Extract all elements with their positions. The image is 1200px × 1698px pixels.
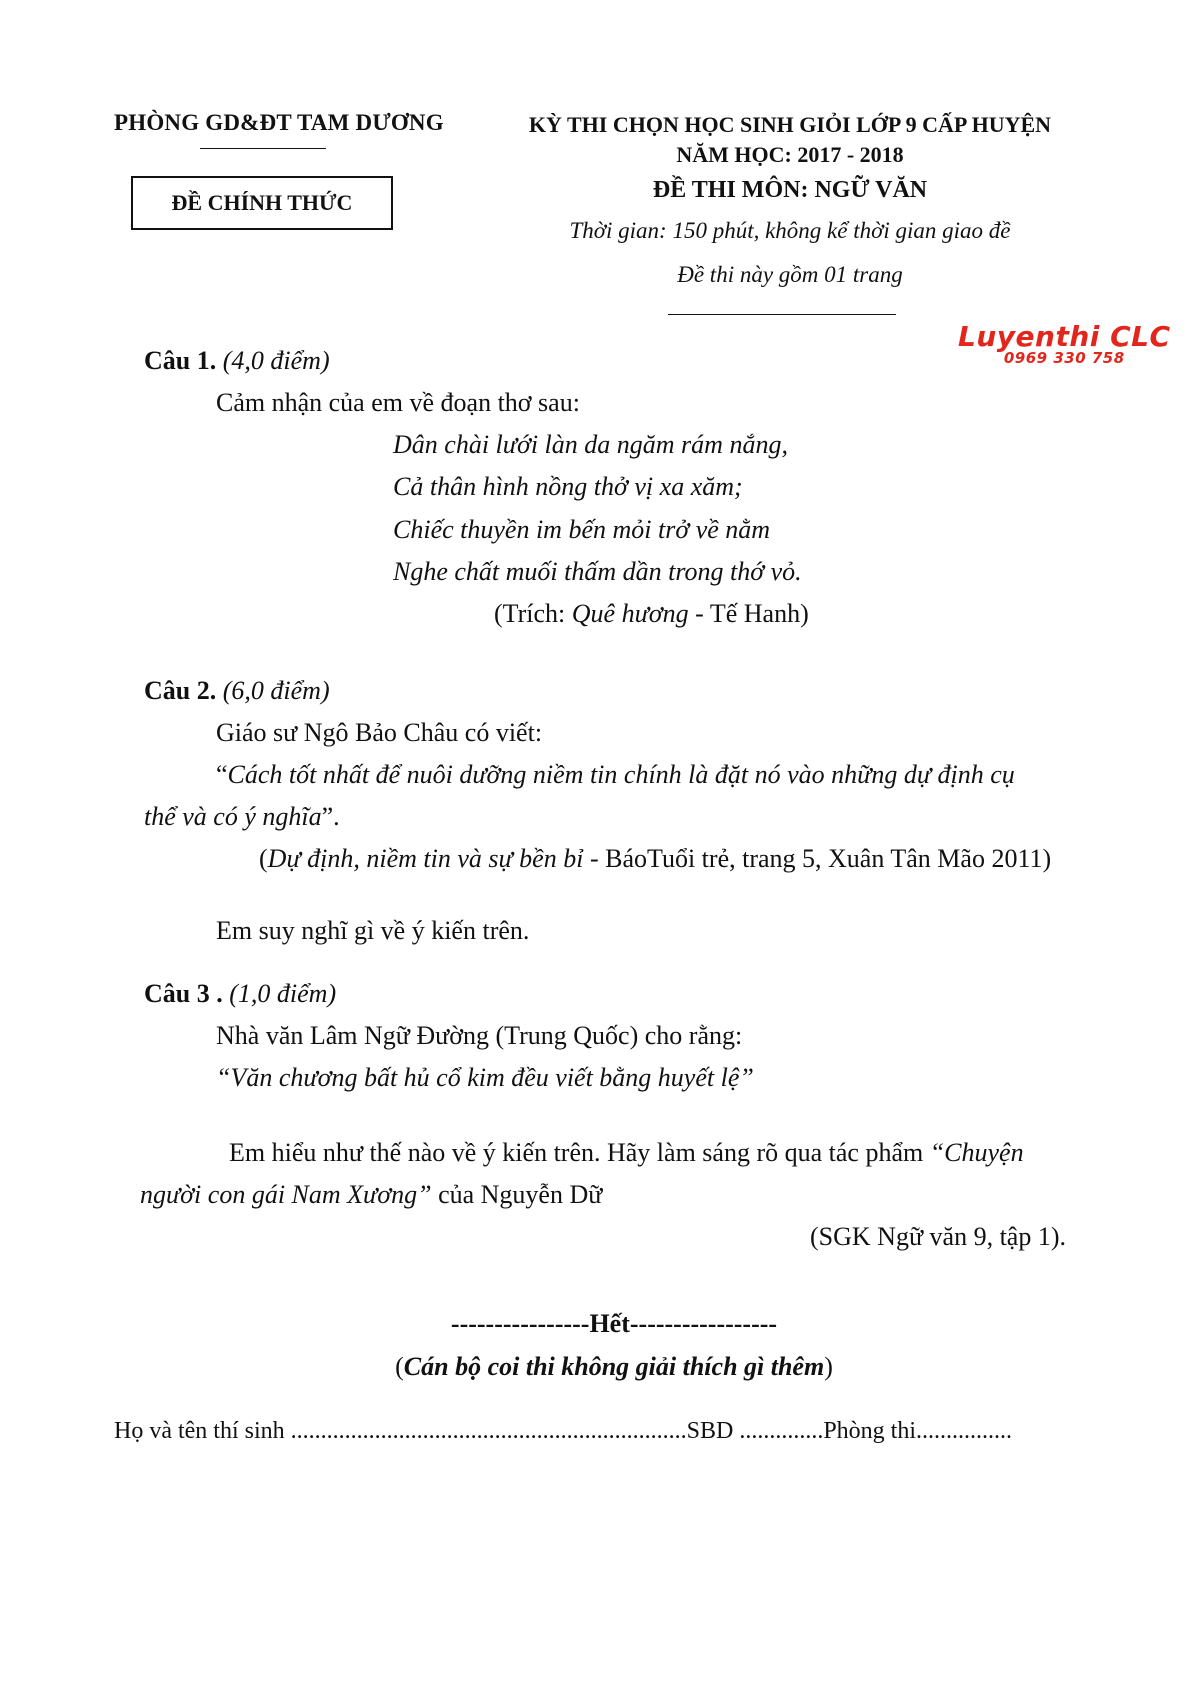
question-3-source: (SGK Ngữ văn 9, tập 1).: [810, 1222, 1067, 1251]
proctor-note-close: ): [824, 1352, 833, 1381]
question-2-intro: Giáo sư Ngô Bảo Châu có viết:: [216, 718, 543, 747]
question-2-heading: [144, 676, 330, 706]
quote-text-1: Cách tốt nhất để nuôi dưỡng niềm tin chính là đặt nó vào những dự định cụ: [227, 760, 1015, 789]
task-work-1: “Chuyện: [929, 1138, 1024, 1167]
question-1-prompt: Cảm nhận của em về đoạn thơ sau:: [216, 388, 580, 417]
source-open: (: [259, 844, 268, 873]
department-name: PHÒNG GD&ĐT TAM DƯƠNG: [114, 110, 444, 135]
question-3-points: (1,0 điểm): [229, 979, 337, 1008]
question-2-quote-line-2: [144, 802, 340, 832]
question-3-intro: Nhà văn Lâm Ngữ Đường (Trung Quốc) cho rằng:: [216, 1021, 743, 1050]
question-2-task: Em suy nghĩ gì về ý kiến trên.: [216, 916, 530, 945]
citation-work: Quê hương: [571, 599, 689, 628]
task-text-1: Em hiểu như thế nào về ý kiến trên. Hãy làm sáng rõ qua tác phẩm: [229, 1138, 930, 1167]
question-2-quote-line-1: [216, 760, 1015, 790]
exam-duration: Thời gian: 150 phút, không kể thời gian giao đề: [569, 218, 1011, 243]
exam-title: KỲ THI CHỌN HỌC SINH GIỎI LỚP 9 CẤP HUYỆN: [528, 112, 1052, 137]
official-label-box: [131, 176, 393, 230]
end-marker: ----------------Hết-----------------: [450, 1309, 778, 1338]
question-1-heading: [144, 346, 330, 376]
proctor-note-open: (: [395, 1352, 404, 1381]
poem-line-1: Dân chài lưới làn da ngăm rám nắng,: [393, 430, 788, 459]
quote-open-mark: “: [216, 760, 228, 789]
question-2-label: Câu 2.: [144, 676, 217, 705]
proctor-note: [0, 1352, 1200, 1382]
question-3-task-line-1: [229, 1138, 1024, 1168]
brand-name: Luyenthi CLC: [958, 320, 1171, 353]
header-right-rule: [668, 314, 896, 315]
citation-prefix: (Trích:: [494, 599, 572, 628]
official-label: ĐỀ CHÍNH THỨC: [171, 190, 353, 215]
question-3-heading: [144, 979, 336, 1009]
poem-line-4: Nghe chất muối thấm dần trong thớ vỏ.: [393, 557, 802, 586]
question-1-citation: [494, 599, 809, 629]
header-left-rule: [200, 148, 326, 149]
school-year: NĂM HỌC: 2017 - 2018: [676, 142, 904, 167]
question-3-quote: “Văn chương bất hủ cổ kim đều viết bằng huyết lệ”: [216, 1063, 754, 1092]
proctor-note-text: Cán bộ coi thi không giải thích gì thêm: [403, 1352, 825, 1381]
citation-suffix: - Tế Hanh): [688, 599, 809, 628]
question-3-label: Câu 3 .: [144, 979, 223, 1008]
task-work-2: người con gái Nam Xương”: [140, 1180, 432, 1209]
quote-close-mark: ”.: [321, 802, 340, 831]
question-2-source: [259, 844, 1051, 874]
candidate-info-line: Họ và tên thí sinh ..................................................................SBD ..............Phòng thi................: [114, 1418, 1013, 1444]
quote-text-2: thể và có ý nghĩa: [144, 802, 322, 831]
question-3-task-line-2: [140, 1180, 602, 1210]
exam-subject: ĐỀ THI MÔN: NGỮ VĂN: [652, 177, 928, 203]
poem-line-2: Cả thân hình nồng thở vị xa xăm;: [393, 472, 743, 501]
poem-line-3: Chiếc thuyền im bến mỏi trở về nằm: [393, 515, 771, 544]
question-1-label: Câu 1.: [144, 346, 217, 375]
source-work: Dự định, niềm tin và sự bền bỉ: [267, 844, 584, 873]
brand-phone: 0969 330 758: [1003, 349, 1125, 367]
brand-watermark: [958, 320, 1171, 367]
question-1-points: (4,0 điểm): [222, 346, 330, 375]
exam-page-count: Đề thi này gồm 01 trang: [677, 262, 903, 287]
source-rest: - BáoTuổi trẻ, trang 5, Xuân Tân Mão 2011): [583, 844, 1052, 873]
question-2-points: (6,0 điểm): [222, 676, 330, 705]
task-text-2: của Nguyễn Dữ: [431, 1180, 603, 1209]
